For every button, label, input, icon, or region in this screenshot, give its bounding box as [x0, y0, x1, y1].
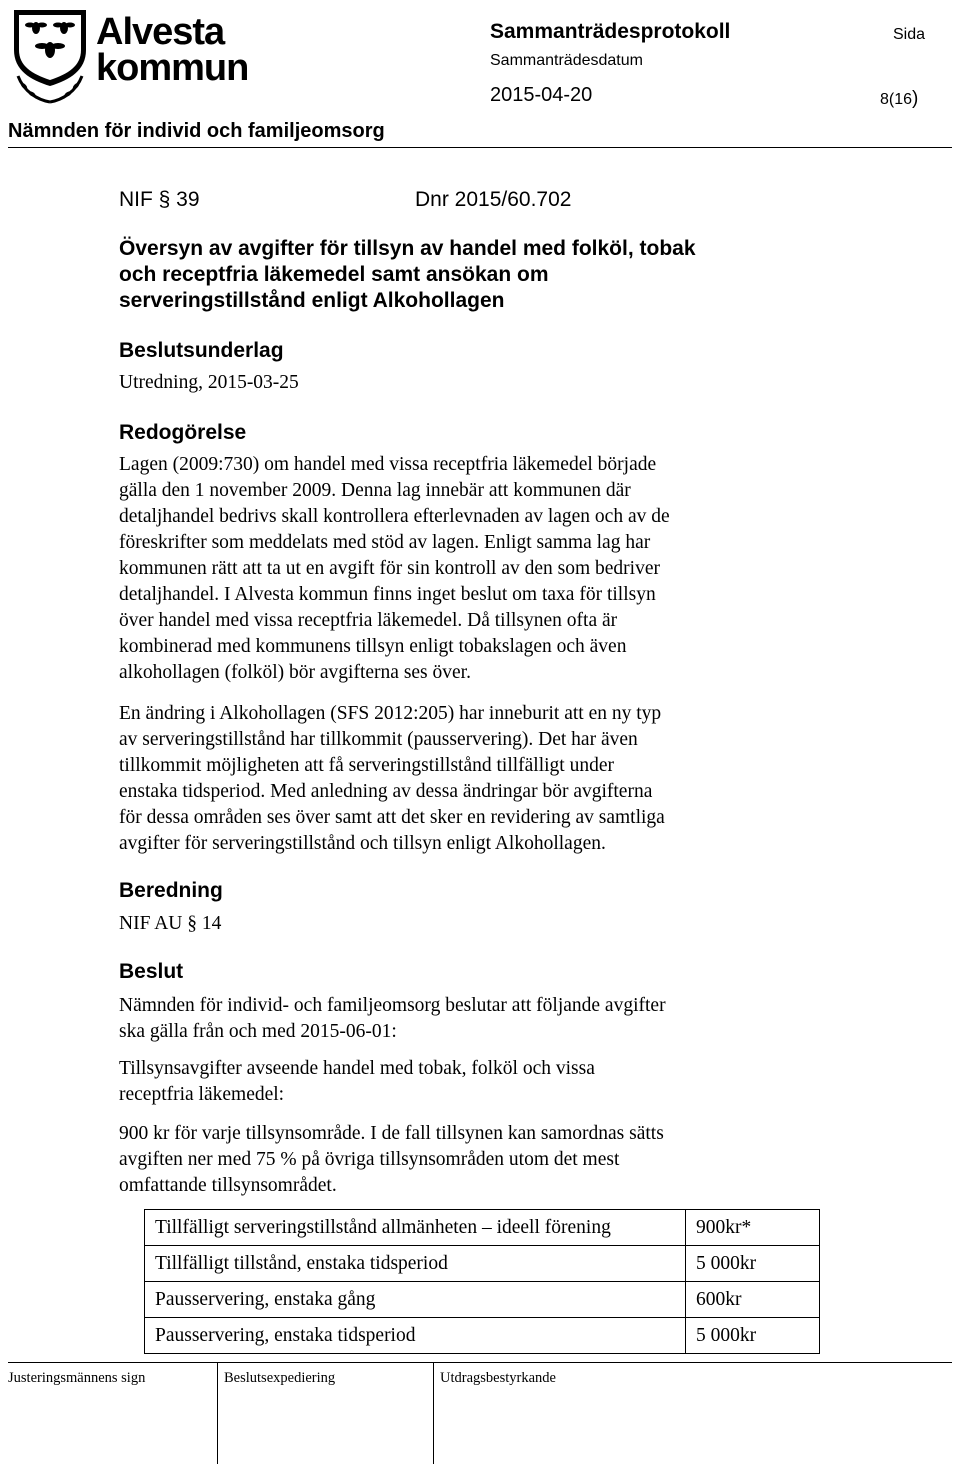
table-row: [145, 1210, 820, 1246]
text-line: ska gälla från och med 2015-06-01:: [119, 1021, 397, 1042]
text-line: receptfria läkemedel:: [119, 1084, 285, 1105]
text-line: detaljhandel. I Alvesta kommun finns inget beslut om taxa för tillsyn: [119, 584, 656, 605]
case-title-line: och receptfria läkemedel samt ansökan om: [119, 263, 549, 286]
text-line: NIF AU § 14: [119, 913, 222, 934]
fee-label-cell: Tillfälligt serveringstillstånd allmänheten – ideell förening: [145, 1210, 686, 1246]
date-label: Sammanträdesdatum: [490, 52, 643, 69]
footer-sign-label: Justeringsmännens sign: [8, 1370, 146, 1386]
text-line: Lagen (2009:730) om handel med vissa receptfria läkemedel började: [119, 454, 657, 475]
text-line: föreskrifter som meddelats med stöd av lagen. Enligt samma lag har: [119, 532, 651, 553]
case-title-line: serveringstillstånd enligt Alkohollagen: [119, 289, 505, 312]
page-number-paren: ): [912, 88, 919, 109]
text-line: omfattande tillsynsområdet.: [119, 1175, 337, 1196]
text-line: Nämnden för individ- och familjeomsorg beslutar att följande avgifter: [119, 995, 666, 1016]
redogorelse-paragraph-1: [119, 452, 839, 686]
heading-beslutsunderlag: Beslutsunderlag: [119, 339, 284, 362]
document-type: Sammanträdesprotokoll: [490, 20, 731, 43]
page-label: Sida: [893, 26, 926, 43]
fee-amount-cell: 900kr*: [686, 1210, 820, 1246]
fee-amount-cell: 600kr: [686, 1282, 820, 1318]
case-title: [119, 236, 819, 314]
footer-certified-label: Utdragsbestyrkande: [440, 1370, 556, 1386]
committee-name: Nämnden för individ och familjeomsorg: [8, 120, 385, 142]
case-dnr: Dnr 2015/60.702: [415, 188, 572, 211]
beslutsunderlag-text: [119, 370, 839, 396]
text-line: för dessa områden ses över samt att det sker en revidering av samtliga: [119, 807, 665, 828]
logo-text-line1: Alvesta: [96, 11, 225, 53]
footer-divider: [8, 1362, 952, 1363]
page-number: [880, 88, 918, 110]
page-number-value: 8(16: [880, 91, 913, 108]
signature-box-divider: [433, 1362, 434, 1464]
text-line: av serveringstillstånd har tillkommit (pausservering). Det har även: [119, 729, 638, 750]
logo-text-line2: kommun: [96, 47, 249, 89]
text-line: tillkommit möjligheten att få serveringstillstånd tillfälligt under: [119, 755, 614, 776]
beredning-text: [119, 911, 839, 937]
municipality-logo: [8, 6, 254, 106]
text-line: kombinerad med kommunens tillsyn enligt tobakslagen och även: [119, 636, 627, 657]
fee-label-cell: Tillfälligt tillstånd, enstaka tidsperiod: [145, 1246, 686, 1282]
beslut-paragraph-1: [119, 993, 839, 1045]
table-row: [145, 1318, 820, 1354]
footer-expedition-label: Beslutsexpediering: [224, 1370, 336, 1386]
table-row: [145, 1282, 820, 1318]
text-line: En ändring i Alkohollagen (SFS 2012:205) har inneburit att en ny typ: [119, 703, 662, 724]
case-id: NIF § 39: [119, 188, 200, 211]
table-row: [145, 1246, 820, 1282]
beslut-paragraph-3: [119, 1121, 839, 1199]
text-line: 900 kr för varje tillsynsområde. I de fall tillsynen kan samordnas sätts: [119, 1123, 664, 1144]
text-line: över handel med vissa receptfria läkemedel. Då tillsynen ofta är: [119, 610, 618, 631]
beslut-paragraph-2: [119, 1056, 839, 1108]
fee-label-cell: Pausservering, enstaka tidsperiod: [145, 1318, 686, 1354]
text-line: Utredning, 2015-03-25: [119, 372, 299, 393]
signature-box-divider: [217, 1362, 218, 1464]
text-line: enstaka tidsperiod. Med anledning av dessa ändringar bör avgifterna: [119, 781, 653, 802]
text-line: gälla den 1 november 2009. Denna lag innebär att kommunen där: [119, 480, 631, 501]
fee-table: [144, 1209, 820, 1354]
header-divider: [8, 147, 952, 148]
fee-label-cell: Pausservering, enstaka gång: [145, 1282, 686, 1318]
text-line: avgifter för serveringstillstånd och tillsyn enligt Alkohollagen.: [119, 833, 606, 854]
meeting-date: 2015-04-20: [490, 84, 593, 106]
text-line: kommunen rätt att ta ut en avgift för sin kontroll av den som bedriver: [119, 558, 660, 579]
heading-beslut: Beslut: [119, 960, 184, 983]
fee-amount-cell: 5 000kr: [686, 1246, 820, 1282]
heading-beredning: Beredning: [119, 879, 223, 902]
text-line: alkohollagen (folköl) bör avgifterna ses över.: [119, 662, 471, 683]
text-line: avgiften ner med 75 % på övriga tillsynsområden utom det mest: [119, 1149, 620, 1170]
text-line: Tillsynsavgifter avseende handel med tobak, folköl och vissa: [119, 1058, 595, 1079]
bee-emblem-icon: [8, 6, 254, 106]
redogorelse-paragraph-2: [119, 701, 839, 857]
heading-redogorelse: Redogörelse: [119, 421, 247, 444]
text-line: detaljhandel bedrivs skall kontrollera efterlevnaden av lagen och av de: [119, 506, 670, 527]
case-title-line: Översyn av avgifter för tillsyn av handel med folköl, tobak: [119, 237, 696, 260]
fee-amount-cell: 5 000kr: [686, 1318, 820, 1354]
